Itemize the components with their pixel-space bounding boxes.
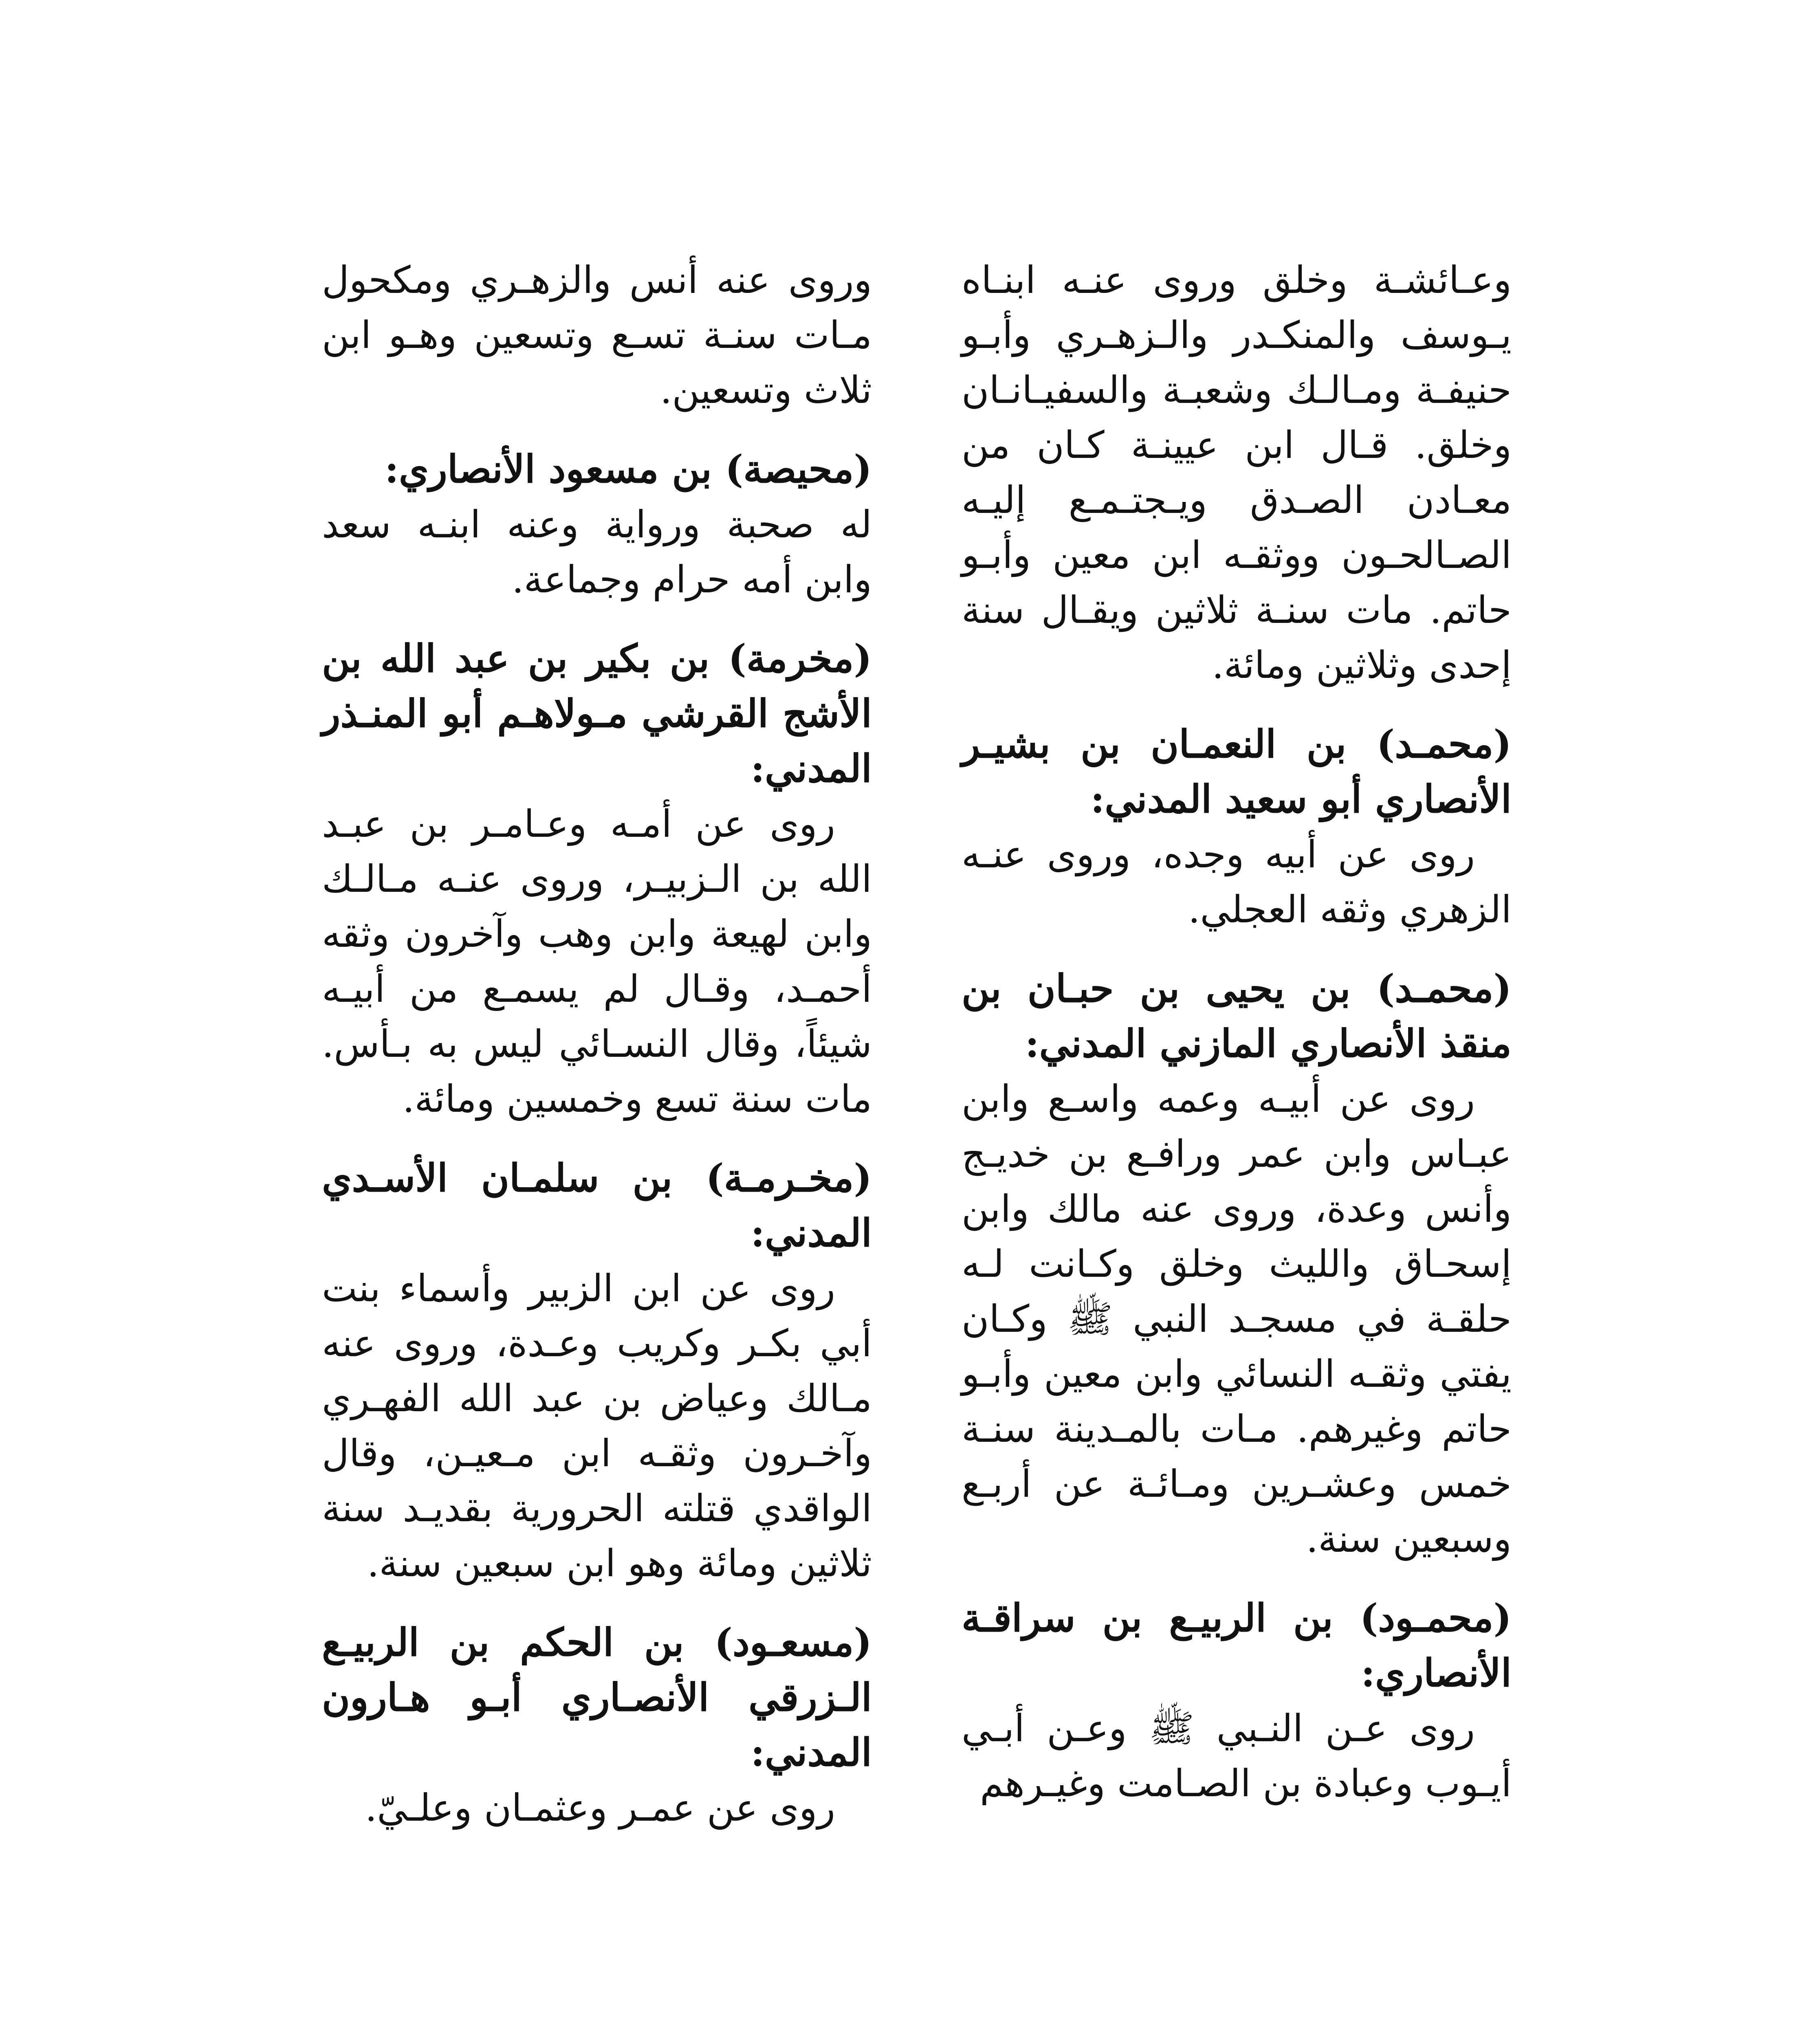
entry-heading: (مسعـود) بن الحكم بن الربيـع الـزرقي الأنصـاري أبـو هـارون المدني:: [322, 1620, 872, 1775]
entry-text: روى عن أبيـه وعمه واسـع وابن عبـاس وابن عمر ورافـع بن خديـج وأنس وعدة، وروى عنه مالك وابن إسحـاق والليث وخلق وكـانت لـه حلقـة في مسجـد النبي ﷺ وكـان يفتي وثقـه النسائي وابن معين وأبـو حاتم وغيرهم. مـات بالمـدينة سنـة خمس وعشـرين ومـائـة عن أربـع وسبعين سنة.: [962, 1077, 1512, 1561]
entry-makhrama-ibn-salman: [322, 1151, 872, 1591]
entry-heading: (محمـود) بن الربيـع بن سراقـة الأنصاري:: [962, 1596, 1512, 1696]
left-column: [322, 253, 872, 1860]
entry-muhammad-ibn-yahya: [962, 961, 1512, 1566]
entry-text: روى عن عمـر وعثمـان وعلـيّ.: [365, 1786, 835, 1830]
right-column: [962, 253, 1512, 1835]
entry-mahmud-ibn-rabi: [962, 1591, 1512, 1811]
entry-heading: (محمـد) بن يحيى بن حبـان بن منقذ الأنصاري المازني المدني:: [962, 966, 1512, 1066]
entry-muhammad-ibn-numan: [962, 717, 1512, 937]
entry-text: روى عن أبيه وجده، وروى عنـه الزهري وثقه العجلي.: [962, 833, 1512, 931]
entry-text: روى عـن النـبي ﷺ وعـن أبـي أيـوب وعبادة بن الصـامت وغيـرهم: [962, 1707, 1512, 1805]
entry-text: روى عن أمـه وعـامـر بن عبـد الله بن الـزبيـر، وروى عنـه مـالـك وابن لهيعة وابن وهب وآخرون وثقه أحمـد، وقـال لم يسمـع من أبيـه شيئاً، وقال النسـائي ليس به بـأس. مات سنة تسع وخمسين ومائة.: [322, 802, 872, 1121]
entry-text: له صحبة ورواية وعنه ابنـه سعد وابن أمه حرام وجماعة.: [322, 503, 872, 601]
entry-masud-ibn-hakam: [322, 1615, 872, 1835]
entry-text: روى عن ابن الزبير وأسماء بنت أبي بكـر وكريب وعـدة، وروى عنه مـالك وعياض بن عبد الله الفهـري وآخـرون وثقـه ابن مـعيـن، وقال الواقدي قتلته الحرورية بقديـد سنة ثلاثين ومائة وهو ابن سبعين سنة.: [322, 1267, 872, 1585]
entry-continuation: [322, 253, 872, 418]
entry-heading: (مخرمة) بن بكير بن عبد الله بن الأشج القرشي مـولاهـم أبو المنـذر المدني:: [322, 636, 872, 791]
entry-makhrama-ibn-bukayr: [322, 631, 872, 1126]
entry-heading: (محمـد) بن النعمـان بن بشيـر الأنصاري أبو سعيد المدني:: [962, 722, 1512, 822]
entry-muhayyisa: [322, 442, 872, 607]
entry-heading: (محيصة) بن مسعود الأنصاري:: [385, 447, 872, 492]
entry-text: وروى عنه أنس والزهـري ومكحول مـات سنـة تسـع وتسعين وهـو ابن ثلاث وتسعين.: [322, 258, 872, 412]
entry-heading: (مخـرمـة) بن سلمـان الأسـدي المدني:: [322, 1156, 872, 1256]
entry-text: وعـائشـة وخلق وروى عنـه ابنـاه يـوسف والمنكـدر والـزهـري وأبـو حنيفـة ومـالـك وشعبـة والسفيـانـان وخلق. قـال ابن عيينـة كـان من معـادن الصـدق ويـجتـمـع إليـه الصـالحـون ووثقـه ابن معين وأبـو حاتم. مات سنـة ثلاثين ويقـال سنة إحدى وثلاثين ومائة.: [962, 258, 1512, 687]
entry-continuation: [962, 253, 1512, 693]
